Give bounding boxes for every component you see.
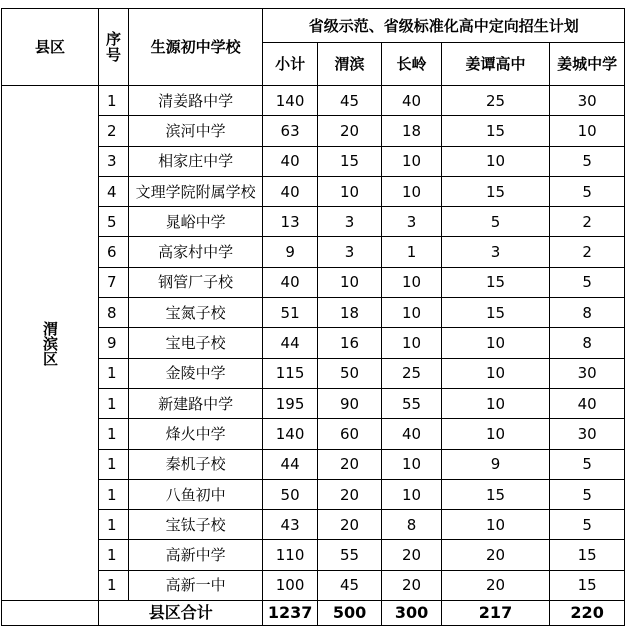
- subtotal-cell: 110: [263, 540, 317, 570]
- jiangcheng-cell: 8: [550, 298, 625, 328]
- changling-cell: 10: [382, 176, 441, 206]
- changling-cell: 3: [382, 207, 441, 237]
- school-cell: 宝钛子校: [128, 510, 262, 540]
- subtotal-cell: 100: [263, 570, 317, 600]
- header-weibin: 渭滨: [317, 43, 382, 86]
- weibin-cell: 55: [317, 540, 382, 570]
- school-cell: 晁峪中学: [128, 207, 262, 237]
- total-value: 300: [382, 601, 441, 626]
- subtotal-cell: 43: [263, 510, 317, 540]
- weibin-cell: 15: [317, 146, 382, 176]
- header-jiangcheng: 姜城中学: [550, 43, 625, 86]
- total-row: [2, 601, 625, 626]
- changling-cell: 10: [382, 267, 441, 297]
- jiangtan-cell: 10: [441, 358, 550, 388]
- seq-cell: 8: [99, 298, 129, 328]
- changling-cell: 10: [382, 449, 441, 479]
- jiangtan-cell: 10: [441, 328, 550, 358]
- changling-cell: 20: [382, 570, 441, 600]
- jiangcheng-cell: 15: [550, 570, 625, 600]
- jiangcheng-cell: 10: [550, 116, 625, 146]
- school-cell: 八鱼初中: [128, 479, 262, 509]
- subtotal-cell: 50: [263, 479, 317, 509]
- weibin-cell: 90: [317, 388, 382, 418]
- school-cell: 相家庄中学: [128, 146, 262, 176]
- weibin-cell: 20: [317, 479, 382, 509]
- subtotal-cell: 140: [263, 419, 317, 449]
- jiangtan-cell: 10: [441, 146, 550, 176]
- changling-cell: 8: [382, 510, 441, 540]
- changling-cell: 10: [382, 328, 441, 358]
- school-cell: 高新中学: [128, 540, 262, 570]
- school-cell: 钢管厂子校: [128, 267, 262, 297]
- changling-cell: 1: [382, 237, 441, 267]
- changling-cell: 18: [382, 116, 441, 146]
- jiangtan-cell: 15: [441, 298, 550, 328]
- jiangcheng-cell: 5: [550, 510, 625, 540]
- seq-cell: 1: [99, 388, 129, 418]
- seq-cell: 6: [99, 237, 129, 267]
- jiangcheng-cell: 30: [550, 419, 625, 449]
- subtotal-cell: 9: [263, 237, 317, 267]
- jiangcheng-cell: 30: [550, 358, 625, 388]
- subtotal-cell: 44: [263, 449, 317, 479]
- subtotal-cell: 40: [263, 146, 317, 176]
- seq-cell: 1: [99, 479, 129, 509]
- school-cell: 金陵中学: [128, 358, 262, 388]
- weibin-cell: 45: [317, 86, 382, 116]
- changling-cell: 25: [382, 358, 441, 388]
- subtotal-cell: 115: [263, 358, 317, 388]
- jiangtan-cell: 15: [441, 176, 550, 206]
- subtotal-cell: 195: [263, 388, 317, 418]
- jiangcheng-cell: 2: [550, 207, 625, 237]
- jiangtan-cell: 10: [441, 510, 550, 540]
- header-county: 县区: [2, 9, 99, 86]
- table-row: [2, 86, 625, 116]
- subtotal-cell: 40: [263, 267, 317, 297]
- jiangcheng-cell: 30: [550, 86, 625, 116]
- jiangtan-cell: 10: [441, 419, 550, 449]
- seq-cell: 9: [99, 328, 129, 358]
- changling-cell: 20: [382, 540, 441, 570]
- header-plan: 省级示范、省级标准化高中定向招生计划: [263, 9, 625, 43]
- jiangtan-cell: 15: [441, 267, 550, 297]
- changling-cell: 10: [382, 479, 441, 509]
- changling-cell: 10: [382, 146, 441, 176]
- seq-cell: 7: [99, 267, 129, 297]
- total-value: 1237: [263, 601, 317, 626]
- weibin-cell: 10: [317, 267, 382, 297]
- jiangtan-cell: 10: [441, 388, 550, 418]
- jiangtan-cell: 15: [441, 116, 550, 146]
- subtotal-cell: 40: [263, 176, 317, 206]
- subtotal-cell: 63: [263, 116, 317, 146]
- jiangcheng-cell: 5: [550, 479, 625, 509]
- weibin-cell: 45: [317, 570, 382, 600]
- subtotal-cell: 51: [263, 298, 317, 328]
- seq-cell: 1: [99, 358, 129, 388]
- weibin-cell: 3: [317, 207, 382, 237]
- jiangcheng-cell: 8: [550, 328, 625, 358]
- school-cell: 滨河中学: [128, 116, 262, 146]
- jiangtan-cell: 3: [441, 237, 550, 267]
- header-subtotal: 小计: [263, 43, 317, 86]
- weibin-cell: 20: [317, 116, 382, 146]
- enrollment-plan-table: [1, 8, 625, 626]
- seq-cell: 1: [99, 449, 129, 479]
- blank-cell: [2, 601, 99, 626]
- subtotal-cell: 13: [263, 207, 317, 237]
- total-value: 500: [317, 601, 382, 626]
- changling-cell: 40: [382, 419, 441, 449]
- seq-cell: 5: [99, 207, 129, 237]
- changling-cell: 10: [382, 298, 441, 328]
- jiangtan-cell: 25: [441, 86, 550, 116]
- weibin-cell: 18: [317, 298, 382, 328]
- jiangcheng-cell: 5: [550, 449, 625, 479]
- jiangcheng-cell: 40: [550, 388, 625, 418]
- jiangtan-cell: 20: [441, 570, 550, 600]
- jiangtan-cell: 20: [441, 540, 550, 570]
- header-seq: 序号: [99, 9, 129, 86]
- jiangtan-cell: 9: [441, 449, 550, 479]
- weibin-cell: 20: [317, 449, 382, 479]
- county-cell: 渭滨区: [2, 86, 99, 601]
- weibin-cell: 60: [317, 419, 382, 449]
- subtotal-cell: 140: [263, 86, 317, 116]
- seq-cell: 1: [99, 570, 129, 600]
- jiangtan-cell: 5: [441, 207, 550, 237]
- school-cell: 秦机子校: [128, 449, 262, 479]
- weibin-cell: 20: [317, 510, 382, 540]
- school-cell: 清姜路中学: [128, 86, 262, 116]
- jiangtan-cell: 15: [441, 479, 550, 509]
- changling-cell: 40: [382, 86, 441, 116]
- seq-cell: 1: [99, 540, 129, 570]
- total-value: 217: [441, 601, 550, 626]
- changling-cell: 55: [382, 388, 441, 418]
- seq-cell: 1: [99, 419, 129, 449]
- seq-cell: 2: [99, 116, 129, 146]
- school-cell: 宝电子校: [128, 328, 262, 358]
- subtotal-cell: 44: [263, 328, 317, 358]
- weibin-cell: 3: [317, 237, 382, 267]
- school-cell: 高家村中学: [128, 237, 262, 267]
- school-cell: 宝氮子校: [128, 298, 262, 328]
- seq-cell: 3: [99, 146, 129, 176]
- weibin-cell: 10: [317, 176, 382, 206]
- school-cell: 文理学院附属学校: [128, 176, 262, 206]
- seq-cell: 1: [99, 86, 129, 116]
- seq-cell: 4: [99, 176, 129, 206]
- jiangcheng-cell: 5: [550, 146, 625, 176]
- school-cell: 高新一中: [128, 570, 262, 600]
- jiangcheng-cell: 5: [550, 176, 625, 206]
- header-changling: 长岭: [382, 43, 441, 86]
- seq-cell: 1: [99, 510, 129, 540]
- school-cell: 烽火中学: [128, 419, 262, 449]
- jiangcheng-cell: 15: [550, 540, 625, 570]
- header-school: 生源初中学校: [128, 9, 262, 86]
- weibin-cell: 16: [317, 328, 382, 358]
- jiangcheng-cell: 5: [550, 267, 625, 297]
- school-cell: 新建路中学: [128, 388, 262, 418]
- header-jiangtan: 姜谭高中: [441, 43, 550, 86]
- weibin-cell: 50: [317, 358, 382, 388]
- total-value: 220: [550, 601, 625, 626]
- jiangcheng-cell: 2: [550, 237, 625, 267]
- total-label: 县区合计: [99, 601, 263, 626]
